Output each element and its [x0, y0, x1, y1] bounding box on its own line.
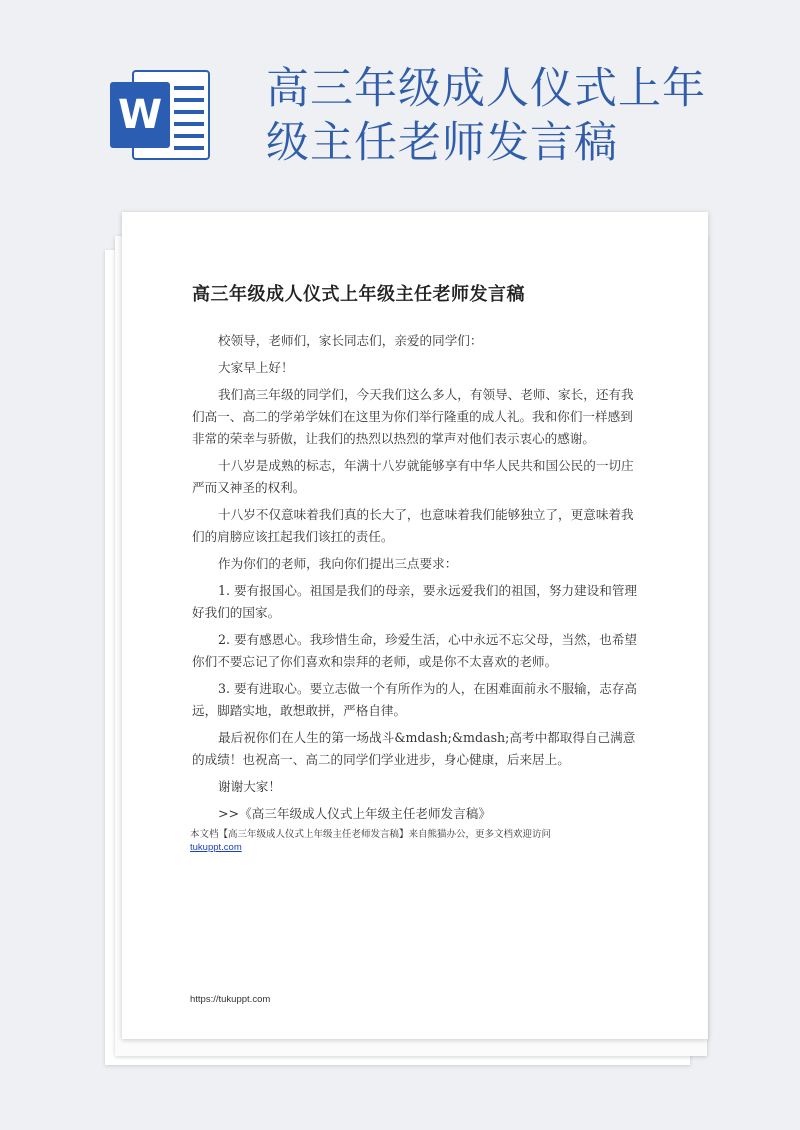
banner-title [266, 62, 766, 170]
banner-title-line2: 级主任老师发言稿 [266, 118, 618, 168]
document-body [192, 330, 642, 830]
footer-note-text: 本文档【高三年级成人仪式上年级主任老师发言稿】来自熊猫办公，更多文档欢迎访问 [190, 829, 552, 840]
paragraph-link-title[interactable]: >>《高三年级成人仪式上年级主任老师发言稿》 [218, 806, 491, 821]
paragraph-point-3: 3. 要有进取心。要立志做一个有所作为的人，在困难面前永不服输，志存高远，脚踏实地，敢想敢拼，严格自律。 [192, 681, 638, 718]
paragraph-greeting: 校领导，老师们，家长同志们，亲爱的同学们： [218, 333, 483, 348]
paragraph-point-1: 1. 要有报国心。祖国是我们的母亲，要永远爱我们的祖国，努力建设和管理好我们的国家。 [192, 583, 638, 620]
document-title: 高三年级成人仪式上年级主任老师发言稿 [192, 284, 525, 305]
paragraph-intro: 我们高三年级的同学们，今天我们这么多人，有领导、老师、家长，还有我们高一、高二的学弟学妹们在这里为你们举行隆重的成人礼。我和你们一样感到非常的荣幸与骄傲，让我们的热烈以热烈的掌声对他们表示衷心的感谢。 [192, 387, 634, 446]
paragraph-requirements: 作为你们的老师，我向你们提出三点要求： [218, 556, 458, 571]
paragraph-thanks: 谢谢大家！ [218, 779, 281, 794]
word-document-icon [110, 70, 212, 162]
footer-link[interactable]: tukuppt.com [190, 842, 242, 853]
document-page[interactable] [122, 212, 708, 1039]
paragraph-closing: 最后祝你们在人生的第一场战斗&mdash;&mdash;高考中都取得自己满意的成绩！也祝高一、高二的同学们学业进步，身心健康，后来居上。 [192, 730, 636, 767]
paragraph-responsibility: 十八岁不仅意味着我们真的长大了，也意味着我们能够独立了，更意味着我们的肩膀应该扛起我们该扛的责任。 [192, 507, 634, 544]
word-letter-logo: W [110, 82, 170, 148]
paragraph-morning: 大家早上好！ [218, 360, 294, 375]
banner-title-line1: 高三年级成人仪式上年 [266, 64, 706, 114]
footer-note [190, 828, 660, 854]
paragraph-point-2: 2. 要有感恩心。我珍惜生命，珍爱生活，心中永远不忘父母，当然，也希望你们不要忘记了你们喜欢和崇拜的老师，或是你不太喜欢的老师。 [192, 632, 638, 669]
paragraph-maturity: 十八岁是成熟的标志，年满十八岁就能够享有中华人民共和国公民的一切庄严而又神圣的权利。 [192, 458, 634, 495]
banner [0, 0, 800, 200]
bottom-url[interactable]: https://tukuppt.com [190, 994, 271, 1005]
